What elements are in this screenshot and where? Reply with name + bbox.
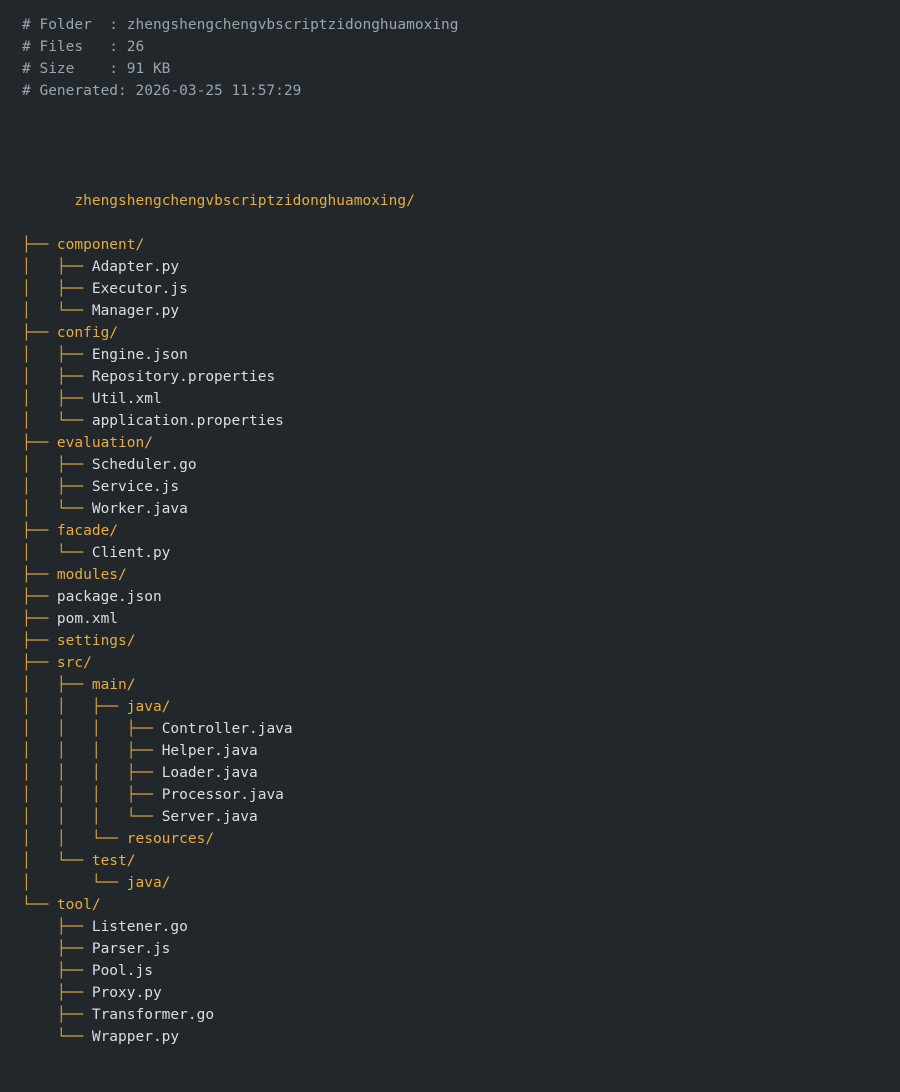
folder-line: # Folder : zhengshengchengvbscriptzidonghuamoxing [22, 17, 459, 33]
tree-row-file[interactable] [22, 476, 900, 498]
directory-name: resources/ [126, 831, 215, 847]
tree-branch-glyph: │ ├── [22, 347, 92, 363]
tree-branch-glyph: │ │ │ ├── [22, 787, 162, 803]
directory-name: settings/ [56, 633, 136, 649]
directory-name: main/ [91, 677, 136, 693]
size-line: # Size : 91 KB [22, 61, 171, 77]
file-name: Repository.properties [91, 369, 276, 385]
file-name: Helper.java [161, 743, 258, 759]
tree-row-directory[interactable] [22, 652, 900, 674]
tree-row-directory[interactable] [22, 894, 900, 916]
tree-branch-glyph: │ ├── [22, 369, 92, 385]
tree-branch-glyph: │ ├── [22, 281, 92, 297]
file-name: Pool.js [91, 963, 153, 979]
tree-rows [22, 234, 900, 1048]
tree-row-directory[interactable] [22, 872, 900, 894]
tree-branch-glyph: │ └── [22, 413, 92, 429]
tree-branch-glyph: │ │ │ └── [22, 809, 162, 825]
tree-branch-glyph: ├── [22, 611, 57, 627]
file-name: Wrapper.py [91, 1029, 180, 1045]
tree-branch-glyph: ├── [22, 985, 92, 1001]
generated-line: # Generated: 2026-03-25 11:57:29 [22, 83, 302, 99]
tree-branch-glyph: ├── [22, 941, 92, 957]
tree-row-directory[interactable] [22, 828, 900, 850]
file-name: Parser.js [91, 941, 171, 957]
summary-header [22, 14, 900, 102]
tree-row-file[interactable] [22, 938, 900, 960]
tree-branch-glyph: ├── [22, 567, 57, 583]
tree-row-file[interactable] [22, 586, 900, 608]
file-name: Util.xml [91, 391, 162, 407]
tree-branch-glyph: │ └── [22, 501, 92, 517]
tree-row-file[interactable] [22, 916, 900, 938]
tree-root-row [22, 168, 900, 209]
tree-branch-glyph: │ │ │ ├── [22, 721, 162, 737]
tree-row-file[interactable] [22, 410, 900, 432]
file-name: Proxy.py [91, 985, 162, 1001]
tree-row-file[interactable] [22, 366, 900, 388]
tree-branch-glyph: │ └── [22, 303, 92, 319]
directory-name: facade/ [56, 523, 119, 539]
tree-branch-glyph: ├── [22, 1007, 92, 1023]
tree-row-file[interactable] [22, 278, 900, 300]
tree-row-file[interactable] [22, 344, 900, 366]
tree-row-directory[interactable] [22, 630, 900, 652]
tree-branch-glyph: ├── [22, 237, 57, 253]
file-name: Worker.java [91, 501, 188, 517]
tree-row-file[interactable] [22, 454, 900, 476]
file-name: application.properties [91, 413, 284, 429]
tree-branch-glyph: ├── [22, 435, 57, 451]
file-name: Client.py [91, 545, 171, 561]
tree-row-file[interactable] [22, 1026, 900, 1048]
file-name: Transformer.go [91, 1007, 215, 1023]
file-name: Engine.json [91, 347, 188, 363]
tree-branch-glyph: └── [22, 897, 57, 913]
tree-row-file[interactable] [22, 718, 900, 740]
tree-row-directory[interactable] [22, 850, 900, 872]
tree-branch-glyph: │ │ │ ├── [22, 743, 162, 759]
file-name: Manager.py [91, 303, 180, 319]
tree-row-file[interactable] [22, 300, 900, 322]
tree-row-file[interactable] [22, 960, 900, 982]
tree-row-file[interactable] [22, 806, 900, 828]
file-name: package.json [56, 589, 162, 605]
directory-name: tool/ [56, 897, 101, 913]
tree-branch-glyph: │ │ └── [22, 831, 127, 847]
tree-branch-glyph: │ └── [22, 875, 127, 891]
tree-row-directory[interactable] [22, 234, 900, 256]
tree-row-directory[interactable] [22, 432, 900, 454]
file-name: Listener.go [91, 919, 188, 935]
tree-branch-glyph: ├── [22, 919, 92, 935]
file-name: Processor.java [161, 787, 284, 803]
tree-row-file[interactable] [22, 740, 900, 762]
tree-branch-glyph: │ │ ├── [22, 699, 127, 715]
file-name: Loader.java [161, 765, 258, 781]
tree-row-file[interactable] [22, 762, 900, 784]
tree-row-directory[interactable] [22, 322, 900, 344]
file-name: Adapter.py [91, 259, 180, 275]
tree-branch-glyph: ├── [22, 655, 57, 671]
tree-branch-glyph: │ └── [22, 853, 92, 869]
tree-branch-glyph: ├── [22, 523, 57, 539]
tree-row-file[interactable] [22, 498, 900, 520]
file-name: Scheduler.go [91, 457, 197, 473]
file-name: Service.js [91, 479, 180, 495]
directory-name: src/ [56, 655, 92, 671]
tree-branch-glyph: │ ├── [22, 457, 92, 473]
tree-row-directory[interactable] [22, 520, 900, 542]
directory-name: config/ [56, 325, 119, 341]
tree-row-file[interactable] [22, 784, 900, 806]
tree-row-file[interactable] [22, 982, 900, 1004]
tree-row-file[interactable] [22, 608, 900, 630]
tree-branch-glyph: ├── [22, 589, 57, 605]
files-line: # Files : 26 [22, 39, 145, 55]
directory-name: java/ [126, 699, 171, 715]
root-folder-label: zhengshengchengvbscriptzidonghuamoxing/ [74, 193, 415, 209]
file-name: pom.xml [56, 611, 119, 627]
directory-name: evaluation/ [56, 435, 153, 451]
tree-branch-glyph: │ ├── [22, 259, 92, 275]
directory-name: test/ [91, 853, 136, 869]
directory-name: component/ [56, 237, 145, 253]
tree-row-file[interactable] [22, 1004, 900, 1026]
tree-row-file[interactable] [22, 388, 900, 410]
tree-row-file[interactable] [22, 256, 900, 278]
tree-branch-glyph: ├── [22, 963, 92, 979]
directory-name: java/ [126, 875, 171, 891]
directory-name: modules/ [56, 567, 127, 583]
tree-branch-glyph: └── [22, 1029, 92, 1045]
tree-branch-glyph: ├── [22, 633, 57, 649]
file-name: Server.java [161, 809, 258, 825]
tree-row-directory[interactable] [22, 696, 900, 718]
tree-branch-glyph: │ ├── [22, 479, 92, 495]
file-name: Controller.java [161, 721, 293, 737]
tree-branch-glyph: │ │ │ ├── [22, 765, 162, 781]
tree-row-file[interactable] [22, 542, 900, 564]
tree-branch-glyph: │ ├── [22, 677, 92, 693]
tree-branch-glyph: │ ├── [22, 391, 92, 407]
tree-row-directory[interactable] [22, 674, 900, 696]
directory-tree [22, 124, 900, 1092]
tree-branch-glyph: │ └── [22, 545, 92, 561]
tree-branch-glyph: ├── [22, 325, 57, 341]
tree-row-directory[interactable] [22, 564, 900, 586]
file-name: Executor.js [91, 281, 188, 297]
